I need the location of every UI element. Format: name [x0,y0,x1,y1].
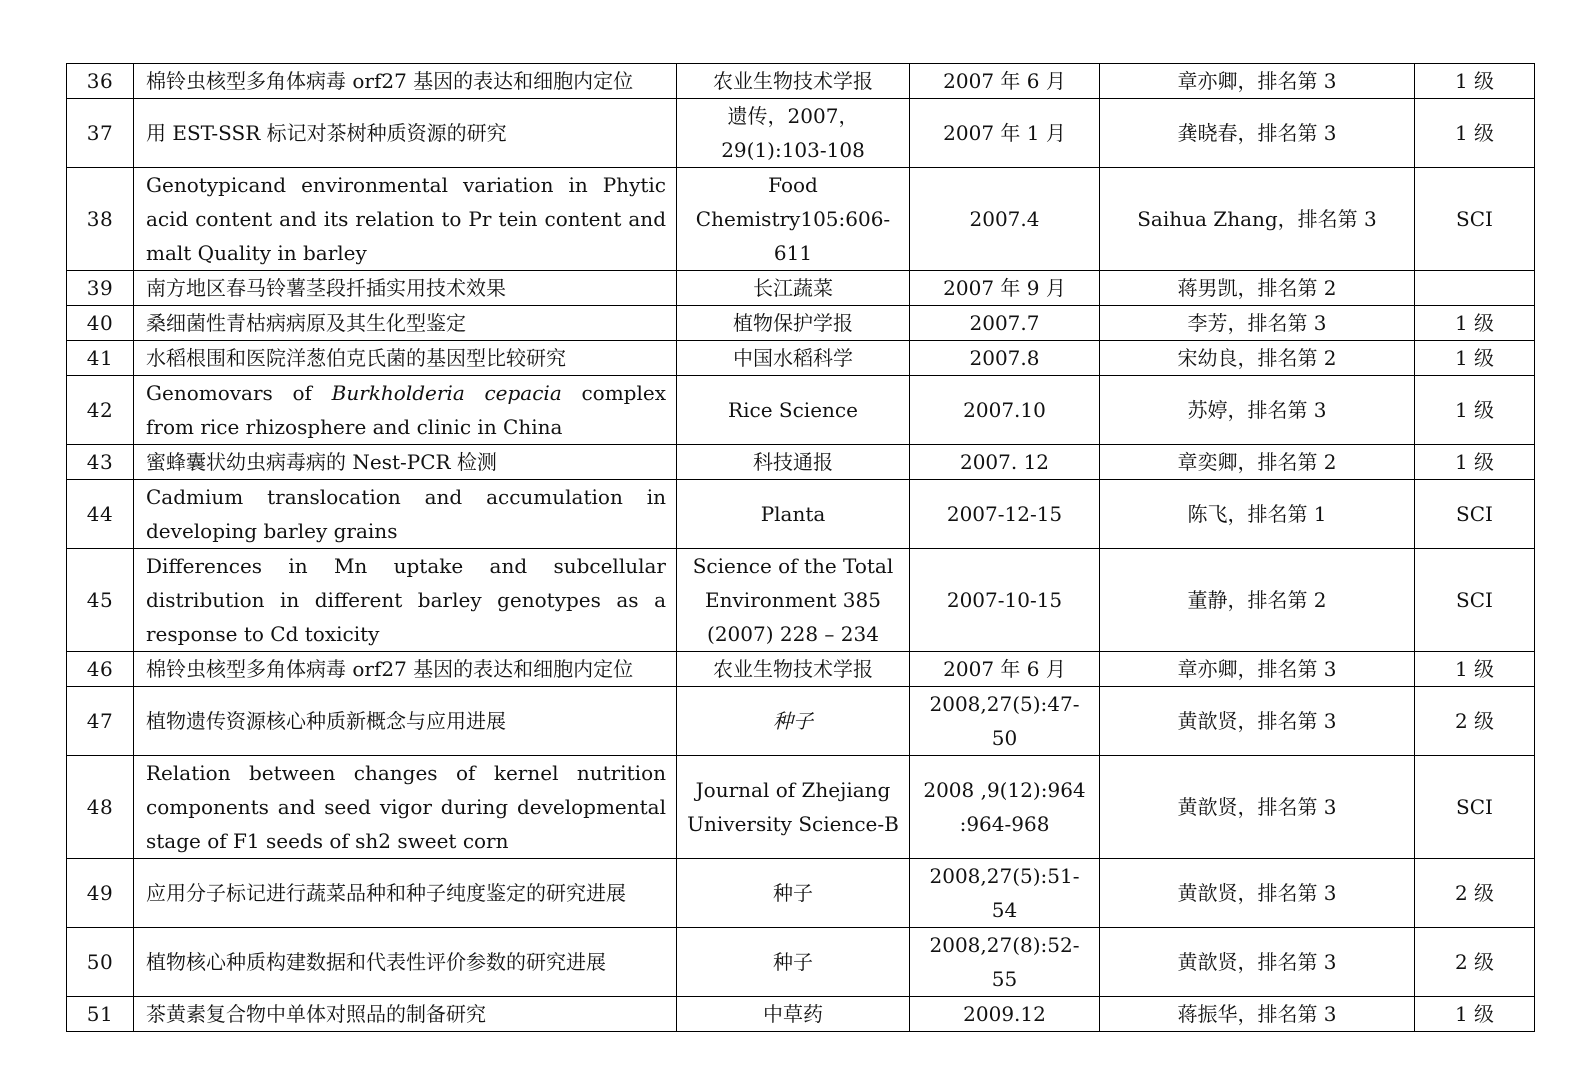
paper-title: Cadmium translocation and accumulation in developing barley grains [134,480,677,549]
journal: 农业生物技术学报 [677,652,910,687]
publication-date: 2008 ,9(12):964 :964-968 [910,756,1100,859]
table-row [67,341,1535,376]
row-number: 43 [67,445,134,480]
journal-level: SCI [1415,168,1535,271]
species-name: Burkholderia cepacia [331,381,562,405]
publication-date: 2007-12-15 [910,480,1100,549]
row-number: 49 [67,859,134,928]
journal: 中国水稻科学 [677,341,910,376]
table-row [67,445,1535,480]
journal-level: 1 级 [1415,99,1535,168]
table-row [67,549,1535,652]
table-row [67,480,1535,549]
table-row [67,306,1535,341]
journal: 种子 [677,859,910,928]
publication-date: 2008,27(8):52-55 [910,928,1100,997]
journal-level: 2 级 [1415,687,1535,756]
table-row [67,997,1535,1032]
publication-date: 2007.10 [910,376,1100,445]
row-number: 46 [67,652,134,687]
title-part: complex from rice rhizosphere and clinic in China [146,381,666,439]
journal-level: 2 级 [1415,928,1535,997]
table-row [67,687,1535,756]
paper-title: 植物核心种质构建数据和代表性评价参数的研究进展 [134,928,677,997]
publication-date: 2008,27(5):51-54 [910,859,1100,928]
row-number: 42 [67,376,134,445]
table-row [67,756,1535,859]
publication-date: 2007 年 6 月 [910,652,1100,687]
row-number: 36 [67,64,134,99]
journal-level: SCI [1415,756,1535,859]
publication-table [66,63,1535,1032]
journal-level: 1 级 [1415,341,1535,376]
paper-title: 应用分子标记进行蔬菜品种和种子纯度鉴定的研究进展 [134,859,677,928]
journal: Journal of Zhejiang University Science-B [677,756,910,859]
author-rank: 章亦卿，排名第 3 [1100,652,1415,687]
publication-date: 2008,27(5):47-50 [910,687,1100,756]
journal-level: SCI [1415,549,1535,652]
paper-title [134,376,677,445]
journal-level: 1 级 [1415,376,1535,445]
row-number: 41 [67,341,134,376]
journal: 植物保护学报 [677,306,910,341]
journal: 科技通报 [677,445,910,480]
paper-title: 棉铃虫核型多角体病毒 orf27 基因的表达和细胞内定位 [134,64,677,99]
author-rank: 黄歆贤，排名第 3 [1100,859,1415,928]
author-rank: 黄歆贤，排名第 3 [1100,928,1415,997]
publication-date: 2007-10-15 [910,549,1100,652]
row-number: 47 [67,687,134,756]
journal-level: 1 级 [1415,997,1535,1032]
journal: Science of the Total Environment 385 (2007) 228 – 234 [677,549,910,652]
journal-level [1415,271,1535,306]
row-number: 50 [67,928,134,997]
author-rank: 陈飞，排名第 1 [1100,480,1415,549]
journal: Food Chemistry105:606-611 [677,168,910,271]
paper-title: Relation between changes of kernel nutrition components and seed vigor during developmental stage of F1 seeds of sh2 sweet corn [134,756,677,859]
journal-level: 2 级 [1415,859,1535,928]
author-rank: 蒋男凯，排名第 2 [1100,271,1415,306]
author-rank: 李芳，排名第 3 [1100,306,1415,341]
journal: Planta [677,480,910,549]
table-row [67,271,1535,306]
journal: 长江蔬菜 [677,271,910,306]
journal: 遗传，2007，29(1):103-108 [677,99,910,168]
journal-level: 1 级 [1415,445,1535,480]
journal: Rice Science [677,376,910,445]
title-part: Genomovars of [146,381,332,405]
table-row [67,859,1535,928]
author-rank: 黄歆贤，排名第 3 [1100,756,1415,859]
table-row [67,168,1535,271]
journal-level: 1 级 [1415,64,1535,99]
paper-title: 植物遗传资源核心种质新概念与应用进展 [134,687,677,756]
paper-title: Genotypicand environmental variation in Phytic acid content and its relation to Pr tein content and malt Quality in barley [134,168,677,271]
paper-title: 南方地区春马铃薯茎段扦插实用技术效果 [134,271,677,306]
paper-title: Differences in Mn uptake and subcellular distribution in different barley genotypes as a response to Cd toxicity [134,549,677,652]
publication-date: 2007 年 1 月 [910,99,1100,168]
paper-title: 用 EST-SSR 标记对茶树种质资源的研究 [134,99,677,168]
paper-title: 茶黄素复合物中单体对照品的制备研究 [134,997,677,1032]
journal-level: 1 级 [1415,306,1535,341]
publication-date: 2007. 12 [910,445,1100,480]
author-rank: Saihua Zhang，排名第 3 [1100,168,1415,271]
publication-date: 2007.8 [910,341,1100,376]
publication-date: 2007 年 6 月 [910,64,1100,99]
row-number: 51 [67,997,134,1032]
journal: 中草药 [677,997,910,1032]
row-number: 45 [67,549,134,652]
author-rank: 章奕卿，排名第 2 [1100,445,1415,480]
table-row [67,652,1535,687]
publication-date: 2009.12 [910,997,1100,1032]
table-row [67,64,1535,99]
row-number: 40 [67,306,134,341]
author-rank: 章亦卿，排名第 3 [1100,64,1415,99]
journal: 种子 [677,928,910,997]
author-rank: 龚晓春，排名第 3 [1100,99,1415,168]
paper-title: 蜜蜂囊状幼虫病毒病的 Nest-PCR 检测 [134,445,677,480]
paper-title: 桑细菌性青枯病病原及其生化型鉴定 [134,306,677,341]
paper-title: 水稻根围和医院洋葱伯克氏菌的基因型比较研究 [134,341,677,376]
table-row [67,376,1535,445]
author-rank: 董静，排名第 2 [1100,549,1415,652]
row-number: 37 [67,99,134,168]
author-rank: 蒋振华，排名第 3 [1100,997,1415,1032]
journal: 农业生物技术学报 [677,64,910,99]
journal: 种子 [677,687,910,756]
row-number: 48 [67,756,134,859]
publication-date: 2007 年 9 月 [910,271,1100,306]
table-row [67,99,1535,168]
author-rank: 宋幼良，排名第 2 [1100,341,1415,376]
publication-date: 2007.7 [910,306,1100,341]
table-row [67,928,1535,997]
row-number: 39 [67,271,134,306]
author-rank: 黄歆贤，排名第 3 [1100,687,1415,756]
author-rank: 苏婷，排名第 3 [1100,376,1415,445]
paper-title: 棉铃虫核型多角体病毒 orf27 基因的表达和细胞内定位 [134,652,677,687]
row-number: 44 [67,480,134,549]
journal-level: SCI [1415,480,1535,549]
journal-level: 1 级 [1415,652,1535,687]
publication-date: 2007.4 [910,168,1100,271]
row-number: 38 [67,168,134,271]
